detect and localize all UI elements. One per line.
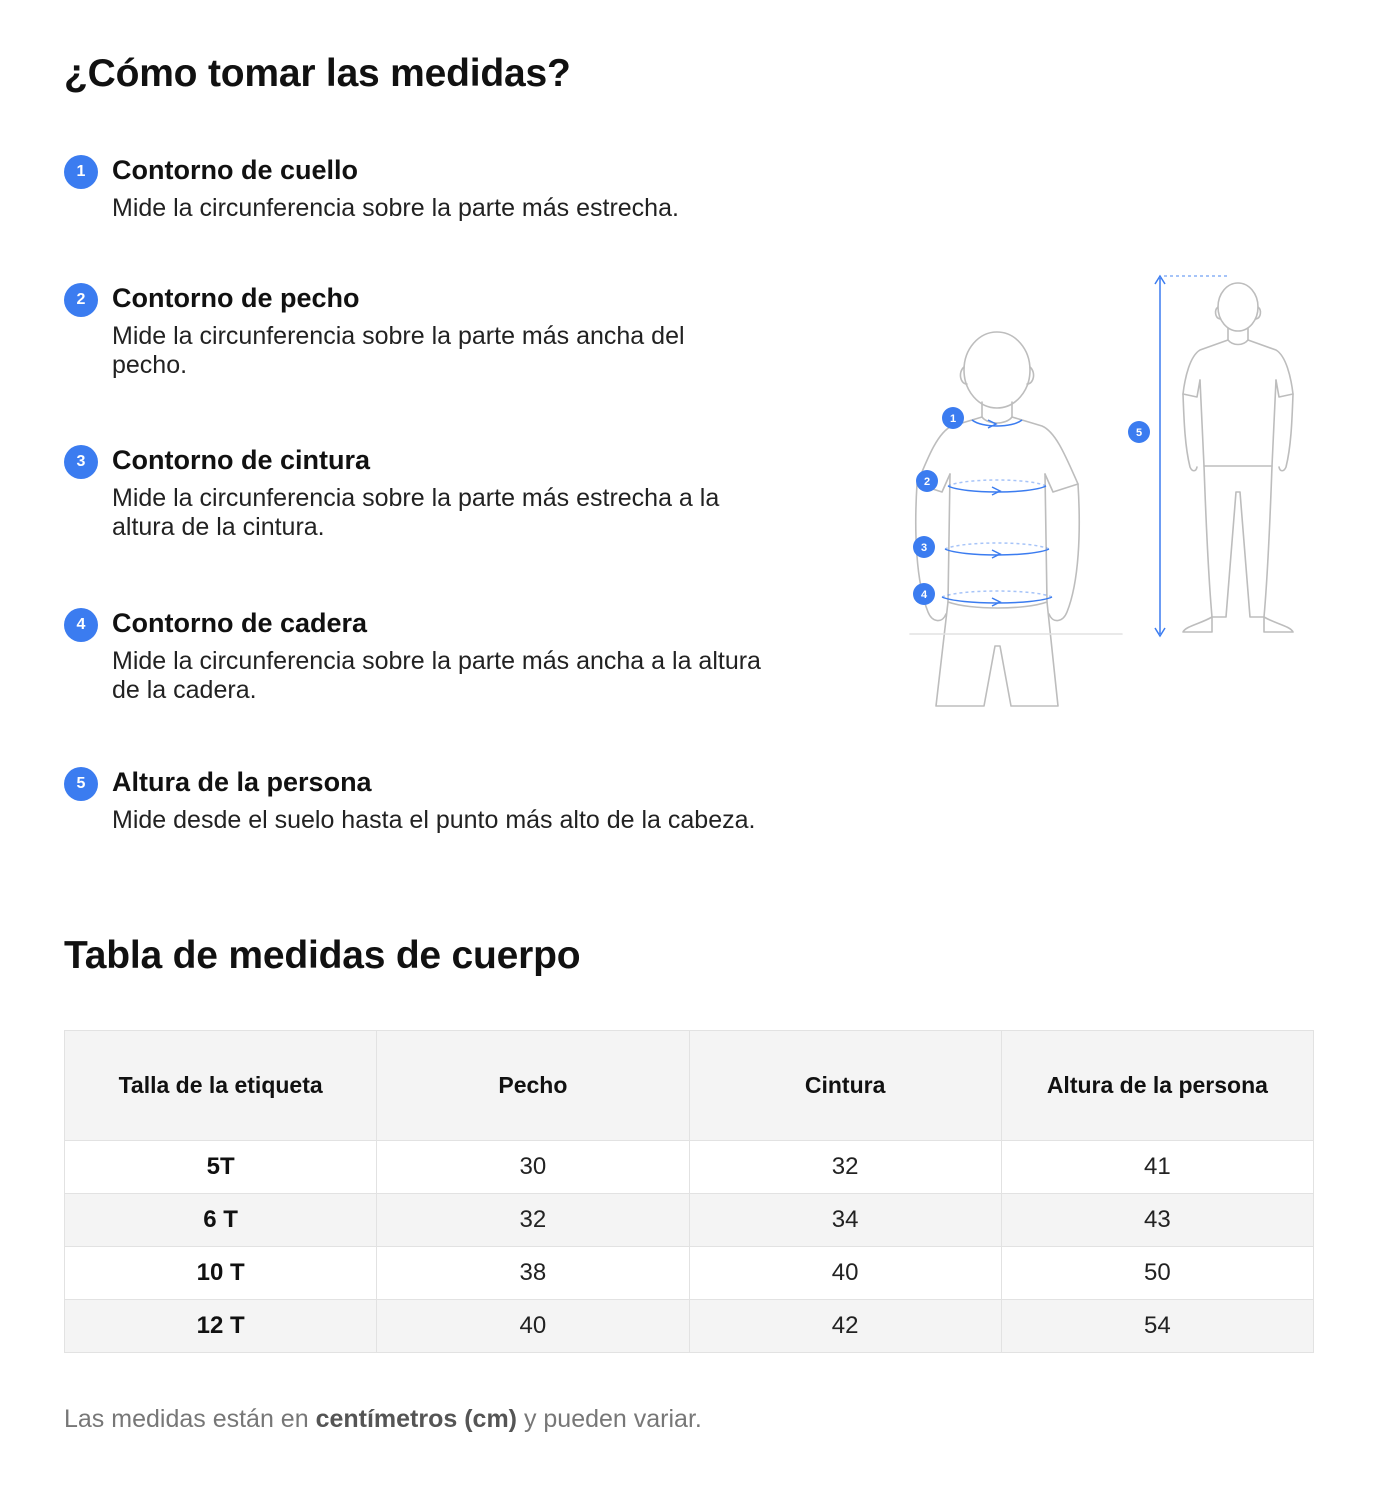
step-number-badge: 1 (64, 155, 98, 189)
step-heading: Contorno de cuello (112, 155, 358, 185)
table-row (65, 1194, 1314, 1247)
waist-cell: 32 (689, 1141, 1001, 1194)
footnote-prefix: Las medidas están en (64, 1405, 316, 1433)
chest-cell: 38 (377, 1247, 689, 1300)
chest-cell: 40 (377, 1300, 689, 1353)
chest-cell: 32 (377, 1194, 689, 1247)
svg-text:2: 2 (923, 476, 931, 488)
size-table (64, 1030, 1314, 1353)
waist-cell: 42 (689, 1300, 1001, 1353)
table-row (65, 1300, 1314, 1353)
size-cell: 6 T (65, 1194, 377, 1247)
size-cell: 5T (65, 1141, 377, 1194)
chest-cell: 30 (377, 1141, 689, 1194)
column-header-height: Altura de la persona (1001, 1031, 1313, 1141)
step-number-badge: 4 (64, 608, 98, 642)
step-description: Mide la circunferencia sobre la parte más estrecha a la altura de la cintura. (112, 484, 720, 541)
height-cell: 41 (1001, 1141, 1313, 1194)
table-row (65, 1247, 1314, 1300)
height-cell: 54 (1001, 1300, 1313, 1353)
step-number-badge: 5 (64, 767, 98, 801)
units-footnote (64, 1405, 702, 1434)
column-header-waist: Cintura (689, 1031, 1001, 1141)
step-heading: Contorno de cintura (112, 445, 370, 475)
svg-text:4: 4 (920, 589, 928, 601)
footnote-units: centímetros (cm) (315, 1405, 518, 1433)
step-heading: Altura de la persona (112, 767, 372, 797)
svg-text:1: 1 (949, 413, 957, 425)
step-description: Mide la circunferencia sobre la parte más estrecha. (112, 194, 679, 222)
step-description: Mide la circunferencia sobre la parte más ancha a la altura de la cadera. (112, 647, 761, 704)
table-title: Tabla de medidas de cuerpo (64, 934, 581, 977)
waist-cell: 40 (689, 1247, 1001, 1300)
height-cell: 43 (1001, 1194, 1313, 1247)
svg-text:3: 3 (920, 542, 928, 554)
step-heading: Contorno de cadera (112, 608, 368, 638)
step-number-badge: 3 (64, 445, 98, 479)
svg-text:5: 5 (1135, 427, 1143, 439)
step-description: Mide la circunferencia sobre la parte más ancha del pecho. (112, 322, 685, 379)
body-measurement-illustration (900, 262, 1310, 722)
column-header-chest: Pecho (377, 1031, 689, 1141)
column-header-size: Talla de la etiqueta (65, 1031, 377, 1141)
height-cell: 50 (1001, 1247, 1313, 1300)
table-row (65, 1141, 1314, 1194)
size-cell: 12 T (65, 1300, 377, 1353)
page-title: ¿Cómo tomar las medidas? (64, 52, 571, 95)
step-description: Mide desde el suelo hasta el punto más alto de la cabeza. (112, 806, 756, 834)
waist-cell: 34 (689, 1194, 1001, 1247)
footnote-suffix: y pueden variar. (517, 1405, 702, 1433)
size-cell: 10 T (65, 1247, 377, 1300)
step-number-badge: 2 (64, 283, 98, 317)
table-header-row (65, 1031, 1314, 1141)
step-heading: Contorno de pecho (112, 283, 360, 313)
